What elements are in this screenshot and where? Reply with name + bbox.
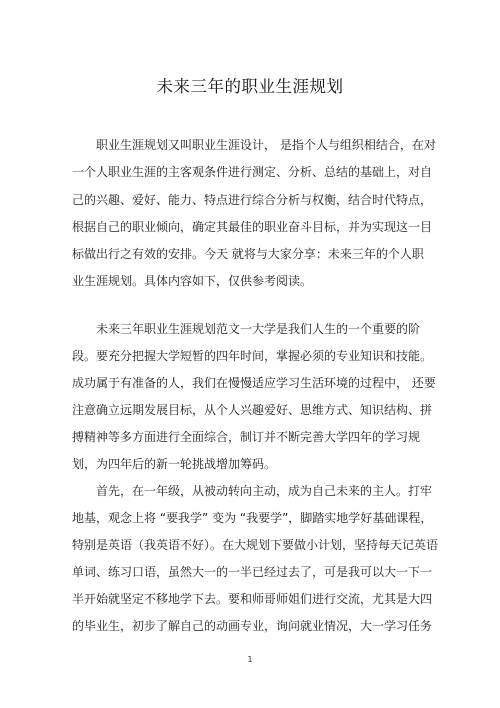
document-title: 未来三年的职业生涯规划 xyxy=(156,77,344,96)
body-line: 单词、练习口语，虽然大一的一半已经过去了，可是我可以大一下一 xyxy=(72,565,433,579)
body-line: 未来三年职业生涯规划范文一大学是我们人生的一个重要的阶 xyxy=(96,322,421,336)
body-line: 一个人职业生涯的主客观条件进行测定、分析、总结的基础上，对自 xyxy=(72,165,433,179)
body-line: 首先，在一年级，从被动转向主动，成为自己未来的主人。打牢 xyxy=(96,484,433,498)
body-line: 根据自己的职业倾向，确定其最佳的职业奋斗目标，并为实现这一目 xyxy=(72,220,433,234)
body-line: 的毕业生，初步了解自己的动画专业，询问就业情况，大一学习任务 xyxy=(72,619,433,633)
body-line: 特别是英语（我英语不好）。在大规划下要做小计划，坚持每天记英语 xyxy=(72,538,439,552)
body-line: 标做出行之有效的安排。今天 就将与大家分享：未来三年的个人职 xyxy=(72,247,424,261)
body-line: 半开始就坚定不移地学下去。要和师哥师姐们进行交流，尤其是大四 xyxy=(72,592,433,606)
body-line: 职业生涯规划又叫职业生涯设计， 是指个人与组织相结合，在对 xyxy=(96,138,436,152)
body-line: 成功属于有准备的人，我们在慢慢适应学习生活环境的过程中， 还要 xyxy=(72,376,436,390)
body-line: 业生涯规划。具体内容如下，仅供参考阅读。 xyxy=(72,274,313,288)
body-line: 己的兴趣、爱好、能力、特点进行综合分析与权衡，结合时代特点， xyxy=(72,193,433,207)
body-line: 注意确立远期发展目标，从个人兴趣爱好、思维方式、知识结构、拼 xyxy=(72,403,433,417)
body-line: 搏精神等多方面进行全面综合，制订并不断完善大学四年的学习规 xyxy=(72,430,421,444)
page-number: 1 xyxy=(247,655,253,664)
body-line: 段。要充分把握大学短暂的四年时间，掌握必须的专业知识和技能。 xyxy=(72,349,433,363)
body-line: 地基，观念上将 “要我学” 变为 “我要学”，脚踏实地学好基础课程， xyxy=(72,511,433,525)
body-line: 划，为四年后的新一轮挑战增加筹码。 xyxy=(72,457,277,471)
